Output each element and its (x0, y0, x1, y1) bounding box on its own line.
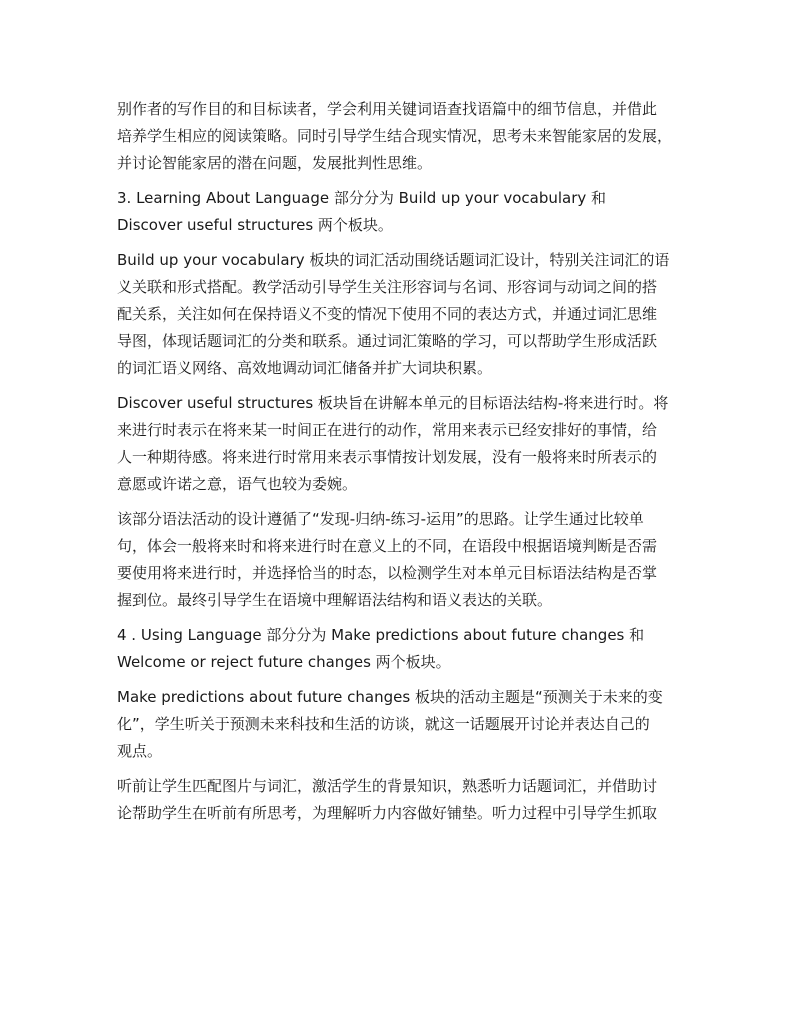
document-page (117, 96, 683, 835)
heading-using-language (117, 622, 683, 676)
text-line: Discover useful structures 两个板块。 (117, 216, 393, 234)
text-line: 要使用将来进行时，并选择恰当的时态，以检测学生对本单元目标语法结构是否掌 (117, 564, 658, 582)
paragraph-grammar-activities (117, 506, 683, 614)
text-line: 别作者的写作目的和目标读者，学会利用关键词语查找语篇中的细节信息，并借此 (117, 100, 658, 118)
text-line: 4 . Using Language 部分分为 Make predictions about future changes 和 (117, 626, 645, 644)
text-line: 人一种期待感。将来进行时常用来表示事情按计划发展，没有一般将来时所表示的 (117, 448, 658, 466)
text-line: 化”，学生听关于预测未来科技和生活的访谈，就这一话题展开讨论并表达自己的 (117, 715, 650, 733)
text-line: 句，体会一般将来时和将来进行时在意义上的不同，在语段中根据语境判断是否需 (117, 537, 658, 555)
text-line: 论帮助学生在听前有所思考，为理解听力内容做好铺垫。听力过程中引导学生抓取 (117, 804, 658, 822)
heading-learning-about-language (117, 185, 683, 239)
paragraph-build-vocabulary (117, 247, 683, 382)
text-line: 来进行时表示在将来某一时间正在进行的动作，常用来表示已经安排好的事情，给 (117, 421, 658, 439)
text-line: 的词汇语义网络、高效地调动词汇储备并扩大词块积累。 (117, 359, 493, 377)
text-line: 配关系，关注如何在保持语义不变的情况下使用不同的表达方式，并通过词汇思维 (117, 305, 658, 323)
text-line: 3. Learning About Language 部分分为 Build up your vocabulary 和 (117, 189, 607, 207)
text-line: 导图，体现话题词汇的分类和联系。通过词汇策略的学习，可以帮助学生形成活跃 (117, 332, 658, 350)
paragraph-reading-goals (117, 96, 683, 177)
text-line: 并讨论智能家居的潜在问题，发展批判性思维。 (117, 154, 433, 172)
text-line: 义关联和形式搭配。教学活动引导学生关注形容词与名词、形容词与动词之间的搭 (117, 278, 658, 296)
text-line: 培养学生相应的阅读策略。同时引导学生结合现实情况，思考未来智能家居的发展， (117, 127, 673, 145)
text-line: 意愿或许诺之意，语气也较为委婉。 (117, 475, 358, 493)
paragraph-pre-listening (117, 773, 683, 827)
text-line: Build up your vocabulary 板块的词汇活动围绕话题词汇设计，特别关注词汇的语 (117, 251, 670, 269)
text-line: Welcome or reject future changes 两个板块。 (117, 653, 451, 671)
text-line: 该部分语法活动的设计遵循了“发现-归纳-练习-运用”的思路。让学生通过比较单 (117, 510, 644, 528)
text-line: Discover useful structures 板块旨在讲解本单元的目标语法结构-将来进行时。将 (117, 394, 669, 412)
paragraph-make-predictions (117, 684, 683, 765)
text-line: Make predictions about future changes 板块的活动主题是“预测关于未来的变 (117, 688, 663, 706)
text-line: 握到位。最终引导学生在语境中理解语法结构和语义表达的关联。 (117, 591, 553, 609)
text-line: 观点。 (117, 742, 163, 760)
paragraph-discover-structures (117, 390, 683, 498)
text-line: 听前让学生匹配图片与词汇，激活学生的背景知识，熟悉听力话题词汇，并借助讨 (117, 777, 658, 795)
